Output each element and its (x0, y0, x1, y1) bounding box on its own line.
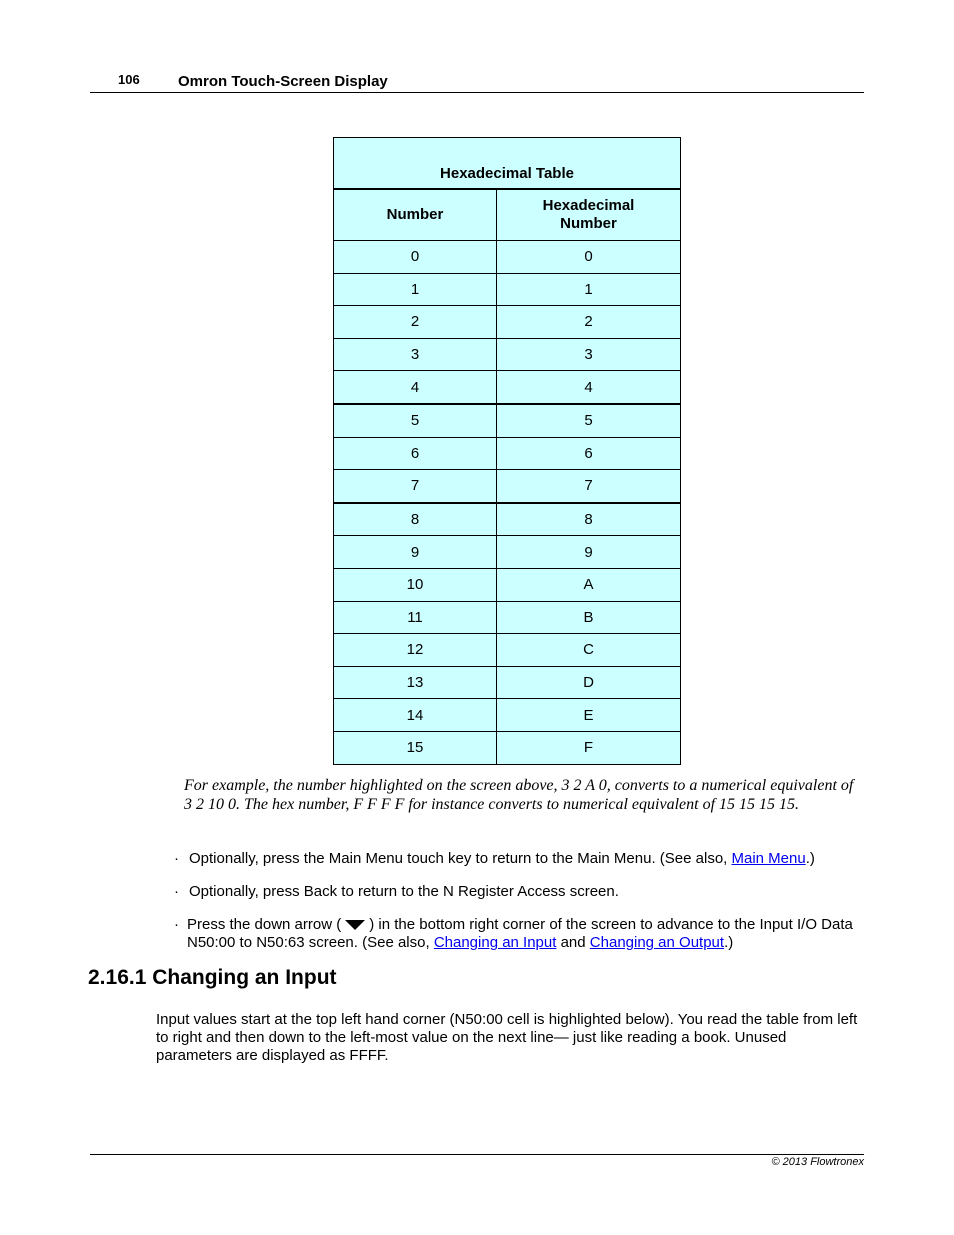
example-line-2: 3 2 10 0. The hex number, F F F F for instance converts to numerical equivalent of 15 15 15 15. (184, 796, 800, 813)
number-cell: 1 (334, 273, 497, 306)
number-cell: 2 (334, 306, 497, 339)
page-number: 106 (118, 72, 140, 87)
example-note (184, 776, 874, 814)
table-row (334, 338, 681, 371)
table-row (334, 273, 681, 306)
hex-cell: B (497, 601, 681, 634)
hex-cell: 7 (497, 470, 681, 503)
table-row (334, 731, 681, 764)
number-cell: 6 (334, 437, 497, 470)
example-line-1: For example, the number highlighted on the screen above, 3 2 A 0, converts to a numerical equivalent of (184, 777, 854, 794)
number-cell: 9 (334, 536, 497, 569)
copyright: © 2013 Flowtronex (771, 1156, 864, 1168)
number-cell: 14 (334, 699, 497, 732)
hex-cell: 8 (497, 503, 681, 536)
down-arrow-icon (345, 920, 365, 930)
section-heading: 2.16.1 Changing an Input (88, 966, 337, 989)
table-row (334, 437, 681, 470)
table-row (334, 503, 681, 536)
hexadecimal-table (333, 137, 681, 765)
page-footer (90, 1154, 864, 1168)
number-cell: 4 (334, 371, 497, 404)
page-header (90, 72, 864, 93)
hex-cell: D (497, 666, 681, 699)
table-row (334, 371, 681, 404)
number-cell: 3 (334, 338, 497, 371)
hex-cell: 0 (497, 241, 681, 274)
table-row (334, 404, 681, 437)
number-cell: 12 (334, 634, 497, 667)
table-row (334, 699, 681, 732)
hex-cell: 1 (497, 273, 681, 306)
hex-cell: 6 (497, 437, 681, 470)
number-cell: 7 (334, 470, 497, 503)
running-title: Omron Touch-Screen Display (178, 73, 388, 90)
table-row (334, 470, 681, 503)
hex-cell: 5 (497, 404, 681, 437)
number-cell: 13 (334, 666, 497, 699)
table-caption: Hexadecimal Table (334, 138, 681, 190)
bullet-marker: · (174, 916, 179, 933)
hex-cell: E (497, 699, 681, 732)
hex-cell: A (497, 568, 681, 601)
number-cell: 15 (334, 731, 497, 764)
number-cell: 8 (334, 503, 497, 536)
table-row (334, 568, 681, 601)
list-item-back (174, 883, 884, 901)
hex-cell: 3 (497, 338, 681, 371)
table-row (334, 634, 681, 667)
hex-cell: C (497, 634, 681, 667)
section-body: Input values start at the top left hand corner (N50:00 cell is highlighted below). You read the table from left to right and then down to the left-most value on the next line— just like reading a book. Unused parameters are displayed as FFFF. (156, 1011, 858, 1064)
table-row (334, 536, 681, 569)
list-item-down-arrow: · Press the down arrow ( ) in the bottom right corner of the screen to advance to the Input I/O Data N50:00 to N50:63 screen. (See also, Changing an Input and Changing an Output.) (174, 916, 853, 951)
bullet-marker: · (174, 883, 179, 900)
changing-an-output-link[interactable]: Changing an Output (589, 934, 725, 951)
hex-cell: 4 (497, 371, 681, 404)
bullet-text: Optionally, press Back to return to the N Register Access screen. (189, 883, 619, 900)
table-row (334, 601, 681, 634)
table-row (334, 241, 681, 274)
hex-cell: 9 (497, 536, 681, 569)
changing-an-input-link[interactable]: Changing an Input (433, 934, 557, 951)
column-header-hex: Hexadecimal Number (497, 189, 681, 241)
list-item-main-menu: · Optionally, press the Main Menu touch key to return to the Main Menu. (See also, Main Menu.) (174, 850, 815, 867)
main-menu-link[interactable]: Main Menu (731, 850, 806, 867)
bullet-text: Optionally, press the Main Menu touch key to return to the Main Menu. (See also, (189, 850, 732, 867)
table-row (334, 666, 681, 699)
column-header-number: Number (334, 189, 497, 241)
bullet-marker: · (174, 850, 179, 867)
number-cell: 11 (334, 601, 497, 634)
hex-cell: 2 (497, 306, 681, 339)
number-cell: 0 (334, 241, 497, 274)
number-cell: 10 (334, 568, 497, 601)
table-row (334, 306, 681, 339)
number-cell: 5 (334, 404, 497, 437)
table-body (334, 241, 681, 765)
hex-cell: F (497, 731, 681, 764)
